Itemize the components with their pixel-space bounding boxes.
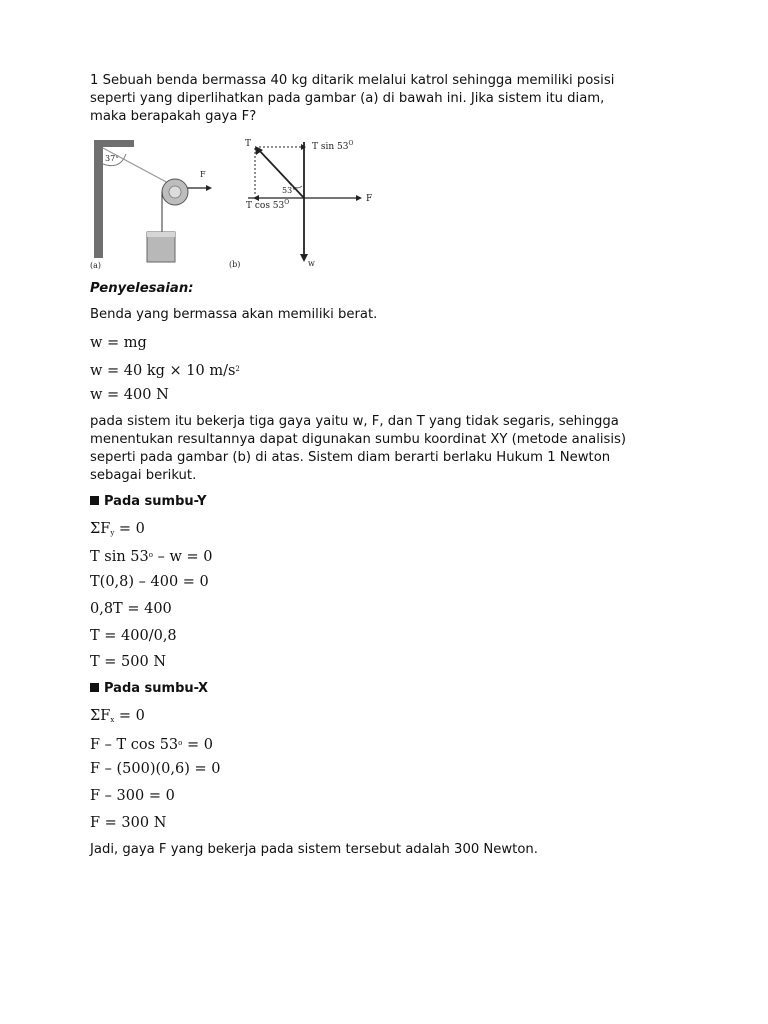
tension-vector xyxy=(257,148,304,198)
wall-ceiling xyxy=(94,140,134,147)
solution-intro: Benda yang bermassa akan memiliki berat. xyxy=(90,307,378,322)
y-equation-5: T = 400/0,8 xyxy=(90,628,177,644)
angle-53-label: 53° xyxy=(282,186,297,195)
x-axis-arrowhead xyxy=(356,195,362,201)
explanation-line-1: pada sistem itu bekerja tiga gaya yaitu w, F, dan T yang tidak segaris, sehingga xyxy=(90,414,619,429)
figure-a-pulley-diagram xyxy=(88,140,226,272)
problem-line-3: maka berapakah gaya F? xyxy=(90,109,257,124)
y-equation-1: $\Sigma F_y = 0$ xyxy=(90,521,145,537)
bullet-square-icon xyxy=(90,683,99,692)
solution-title: Penyelesaian: xyxy=(90,281,194,296)
conclusion: Jadi, gaya F yang bekerja pada sistem tersebut adalah 300 Newton. xyxy=(90,842,538,857)
y-equation-3: T(0,8) – 400 = 0 xyxy=(90,574,209,590)
equation-w-value: w = 40 kg × 10 $m/s^2$ xyxy=(90,363,240,379)
explanation-line-4: sebagai berikut. xyxy=(90,468,197,483)
figure-b-force-diagram xyxy=(228,134,388,272)
y-equation-2: T sin 53$^o$ – w = 0 xyxy=(90,549,213,565)
equation-w-result: w = 400 N xyxy=(90,387,169,403)
weight-arrowhead xyxy=(300,254,308,262)
x-equation-1: $\Sigma F_x = 0$ xyxy=(90,708,145,724)
tsin-label: T $\sin 53^O$ xyxy=(312,140,354,152)
tcos-label: T $\cos 53^O$ xyxy=(246,199,290,211)
x-axis-heading: Pada sumbu-X xyxy=(90,681,208,696)
tension-label: T xyxy=(245,139,252,149)
problem-line-1: 1 Sebuah benda bermassa 40 kg ditarik melalui katrol sehingga memiliki posisi xyxy=(90,73,615,88)
pulley-hub xyxy=(169,186,181,198)
y-equation-4: 0,8T = 400 xyxy=(90,601,172,617)
force-label: F xyxy=(200,170,206,179)
explanation-line-3: seperti pada gambar (b) di atas. Sistem diam berarti berlaku Hukum 1 Newton xyxy=(90,450,611,465)
problem-line-2: seperti yang diperlihatkan pada gambar (a) di bawah ini. Jika sistem itu diam, xyxy=(90,91,605,106)
wall-vertical xyxy=(94,140,103,258)
equation-w-mg: w = mg xyxy=(90,335,147,351)
x-equation-5: F = 300 N xyxy=(90,815,167,831)
x-equation-3: F – (500)(0,6) = 0 xyxy=(90,761,221,777)
x-equation-2: F – T $\cos 53^o = 0$ xyxy=(90,737,213,753)
block-top xyxy=(147,232,175,237)
x-equation-4: F – 300 = 0 xyxy=(90,788,175,804)
w-label: w xyxy=(308,259,315,268)
figure-a-caption: (a) xyxy=(90,261,102,270)
bullet-square-icon xyxy=(90,496,99,505)
y-axis-heading: Pada sumbu-Y xyxy=(90,494,207,509)
force-arrowhead xyxy=(206,185,212,191)
explanation-line-2: menentukan resultannya dapat digunakan sumbu koordinat XY (metode analisis) xyxy=(90,432,627,447)
figure-b-caption: (b) xyxy=(229,260,241,269)
y-equation-6: T = 500 N xyxy=(90,654,167,670)
f-label: F xyxy=(366,194,373,204)
angle-label: 37° xyxy=(105,154,120,163)
